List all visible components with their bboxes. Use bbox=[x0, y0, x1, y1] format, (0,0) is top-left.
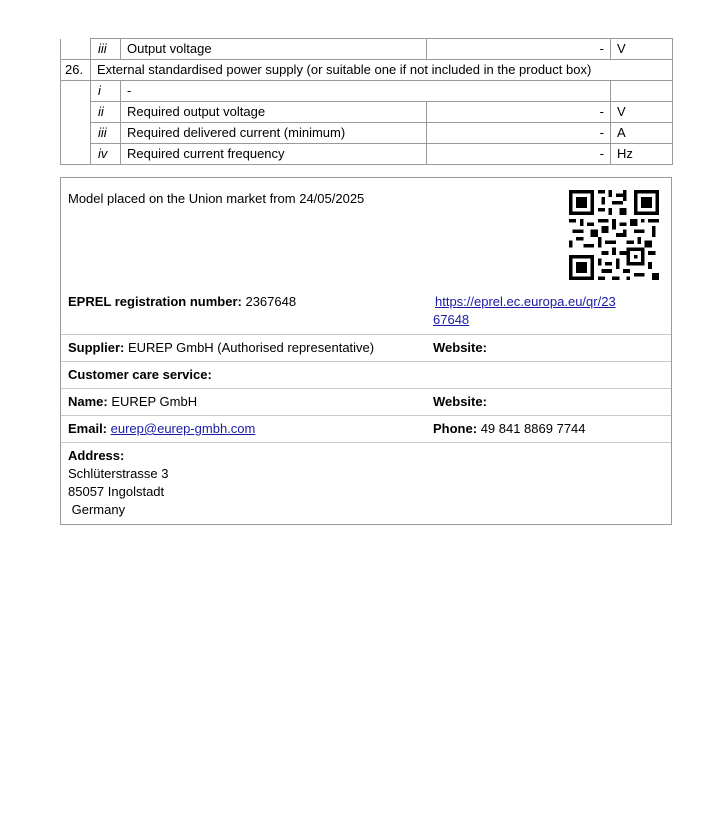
spec-unit: V bbox=[611, 39, 673, 60]
spec-value: - bbox=[427, 144, 611, 165]
customer-care-heading: Customer care service: bbox=[68, 367, 212, 382]
address-line: Schlüterstrasse 3 bbox=[68, 466, 169, 481]
spec-unit: A bbox=[611, 123, 673, 144]
website-label: Website: bbox=[433, 394, 487, 409]
spec-label: - bbox=[121, 81, 611, 102]
spec-row bbox=[61, 39, 673, 60]
supplier-label: Supplier: bbox=[68, 340, 125, 355]
qr-code-icon[interactable] bbox=[569, 190, 659, 280]
supplier-value: EUREP GmbH (Authorised representative) bbox=[127, 340, 375, 355]
name-label: Name: bbox=[68, 394, 108, 409]
phone-row bbox=[433, 420, 586, 438]
spec-unit: Hz bbox=[611, 144, 673, 165]
spec-value: - bbox=[427, 102, 611, 123]
spec-value: - bbox=[427, 39, 611, 60]
spec-number bbox=[61, 39, 91, 60]
phone-label: Phone: bbox=[433, 421, 478, 436]
spec-label: Output voltage bbox=[121, 39, 427, 60]
spec-index: i bbox=[91, 81, 121, 102]
spec-label: Required delivered current (minimum) bbox=[121, 123, 427, 144]
spec-number-empty bbox=[61, 102, 91, 123]
divider bbox=[61, 361, 671, 362]
spec-row bbox=[61, 102, 673, 123]
email-label: Email: bbox=[68, 421, 108, 436]
address-label: Address: bbox=[68, 448, 125, 463]
supplier-row bbox=[68, 339, 374, 357]
eprel-link-line-1[interactable]: https://eprel.ec.europa.eu/qr/23 bbox=[435, 294, 616, 309]
website-label: Website: bbox=[433, 340, 487, 355]
spec-row-section bbox=[61, 60, 673, 81]
spec-row bbox=[61, 144, 673, 165]
spec-number: 26. bbox=[61, 60, 91, 81]
spec-number-empty bbox=[61, 144, 91, 165]
divider bbox=[61, 442, 671, 443]
address-line: Germany bbox=[68, 502, 126, 517]
eprel-label: EPREL registration number: bbox=[68, 294, 242, 309]
email-row bbox=[68, 420, 255, 438]
email-link[interactable]: eurep@eurep-gmbh.com bbox=[110, 421, 256, 436]
name-value: EUREP GmbH bbox=[111, 394, 198, 409]
market-placement-text: Model placed on the Union market from 24/05/2025 bbox=[68, 191, 365, 206]
product-information-box bbox=[60, 177, 672, 525]
divider bbox=[61, 415, 671, 416]
spec-section-title: External standardised power supply (or suitable one if not included in the product box) bbox=[91, 60, 673, 81]
spec-index: iii bbox=[91, 39, 121, 60]
specification-table bbox=[60, 38, 673, 165]
spec-index: iii bbox=[91, 123, 121, 144]
spec-number-empty bbox=[61, 81, 91, 102]
phone-value: 49 841 8869 7744 bbox=[480, 421, 586, 436]
spec-unit-empty bbox=[611, 81, 673, 102]
spec-unit: V bbox=[611, 102, 673, 123]
eprel-link-line-2[interactable]: 67648 bbox=[433, 312, 470, 327]
spec-label: Required current frequency bbox=[121, 144, 427, 165]
divider bbox=[61, 388, 671, 389]
spec-label: Required output voltage bbox=[121, 102, 427, 123]
spec-index: iv bbox=[91, 144, 121, 165]
eprel-registration bbox=[68, 293, 296, 311]
spec-value: - bbox=[427, 123, 611, 144]
spec-row bbox=[61, 81, 673, 102]
spec-number-empty bbox=[61, 123, 91, 144]
spec-row bbox=[61, 123, 673, 144]
divider bbox=[61, 334, 671, 335]
eprel-number: 2367648 bbox=[245, 294, 297, 309]
address-line: 85057 Ingolstadt bbox=[68, 484, 165, 499]
contact-name-row bbox=[68, 393, 197, 411]
spec-index: ii bbox=[91, 102, 121, 123]
